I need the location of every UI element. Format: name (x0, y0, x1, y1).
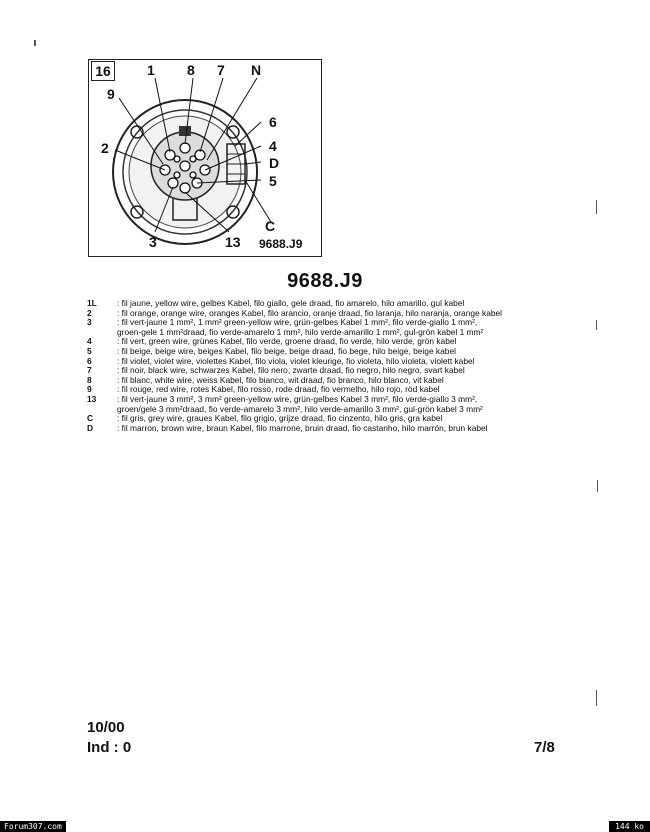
legend-code: 2 (87, 307, 92, 318)
legend-code: 13 (87, 393, 97, 404)
legend-text: : fil jaune, yellow wire, gelbes Kabel, filo giallo, gele draad, fio amarelo, hilo amarillo, gul kabel (117, 298, 465, 308)
legend-text: groen/gele 3 mm²draad, fio verde-amarelo 3 mm², hilo verde-amarillo 3 mm², gul-grön kabel 3 mm² (117, 403, 483, 414)
page-number: 7/8 (534, 739, 555, 756)
legend-code: 5 (87, 345, 92, 356)
connector-diagram (88, 59, 322, 257)
connector-drawing (89, 60, 321, 256)
legend-text: : fil beige, beige wire, beiges Kabel, filo beige, beige draad, fio bege, hilo beige, beige kabel (117, 345, 456, 356)
pin-label-3: 3 (149, 234, 157, 250)
legend-code: 3 (87, 317, 92, 328)
scan-speck (596, 200, 597, 214)
pin-label-4: 4 (269, 138, 277, 154)
page-title: 9688.J9 (287, 270, 363, 292)
legend-code: 4 (87, 336, 92, 347)
legend-text: : fil orange, orange wire, oranges Kabel, filo arancio, oranje draad, fio laranja, hilo naranja, orange kabel (117, 307, 503, 318)
revision-index: Ind : 0 (87, 739, 132, 756)
pin-label-6: 6 (269, 114, 277, 130)
legend-text: : fil vert, green wire, grünes Kabel, filo verde, groene draad, fio verde, hilo verde, grön kabel (117, 336, 457, 347)
scan-speck (597, 480, 598, 492)
legend-code: 6 (87, 355, 92, 366)
wire-legend (87, 299, 567, 433)
legend-code: D (87, 422, 94, 433)
pin-label-2: 2 (101, 140, 109, 156)
pin-label-1: 1 (147, 62, 155, 78)
legend-text: groen-gele 1 mm²draad, fio verde-amarelo 1 mm², hilo verde-amarillo 1 mm², gul-grön kabel 1 mm² (117, 326, 484, 337)
legend-text: : fil vert-jaune 3 mm², 3 mm² green-yellow wire, grün-gelbes Kabel 3 mm², filo verde-giallo 3 mm², (117, 393, 478, 404)
file-size: 144 ko (609, 821, 650, 832)
figure-reference: 9688.J9 (259, 237, 303, 251)
scan-speck (34, 40, 36, 46)
legend-text: : fil gris, grey wire, graues Kabel, filo grigio, grijze draad, fio cinzento, hilo gris, gra kabel (117, 413, 443, 424)
pin-label-n: N (251, 62, 262, 78)
pin-label-d: D (269, 155, 280, 171)
site-watermark: Forum307.com (0, 821, 66, 832)
legend-code: 8 (87, 374, 92, 385)
legend-code: 9 (87, 384, 92, 395)
legend-text: : fil blanc, white wire, weiss Kabel, filo bianco, wit draad, fio branco, hilo blanco, vit kabel (117, 374, 444, 385)
legend-text: : fil rouge, red wire, rotes Kabel, filo rosso, rode draad, fio vermelho, hilo rojo, röd kabel (117, 384, 440, 395)
pin-label-8: 8 (187, 62, 195, 78)
scan-speck (596, 320, 597, 330)
revision-date: 10/00 (87, 719, 125, 736)
legend-text: : fil violet, violet wire, violettes Kabel, filo viola, violet kleurige, fio violeta, hilo violeta, violett kabel (117, 355, 475, 366)
legend-row (87, 424, 567, 434)
pin-label-7: 7 (217, 62, 225, 78)
legend-code: 1L (87, 298, 97, 308)
pin-label-9: 9 (107, 86, 115, 102)
legend-text: : fil noir, black wire, schwarzes Kabel, filo nero, zwarte draad, fio negro, hilo negro, svart kabel (117, 365, 465, 376)
pin-label-c: C (265, 218, 276, 234)
legend-code: C (87, 413, 94, 424)
legend-text: : fil marron, brown wire, braun Kabel, filo marrone, bruin draad, fio castanho, hilo marrón, brun kabel (117, 422, 488, 433)
pin-label-13: 13 (225, 234, 241, 250)
scan-speck (596, 690, 597, 706)
figure-number: 16 (91, 61, 115, 81)
legend-code: 7 (87, 365, 92, 376)
legend-text: : fil vert-jaune 1 mm², 1 mm² green-yellow wire, grün-gelbes Kabel 1 mm², filo verde-giallo 1 mm², (117, 317, 478, 328)
pin-label-5: 5 (269, 173, 277, 189)
